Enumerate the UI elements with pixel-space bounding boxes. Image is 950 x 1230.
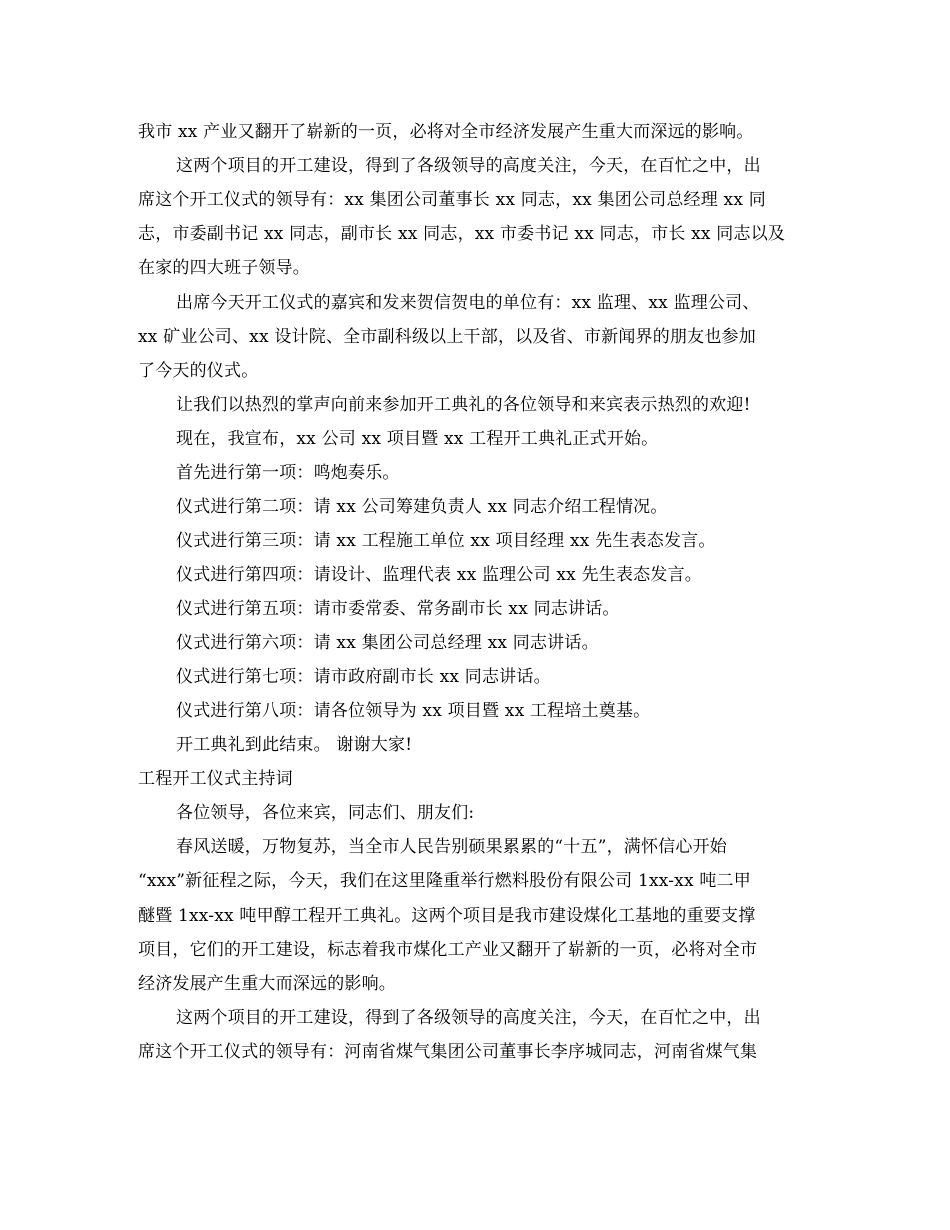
paragraph-line: 仪式进行第二项：请 xx 公司筹建负责人 xx 同志介绍工程情况。 — [176, 497, 668, 517]
paragraph-line: 让我们以热烈的掌声向前来参加开工典礼的各位领导和来宾表示热烈的欢迎! — [176, 395, 751, 415]
section-heading: 工程开工仪式主持词 — [138, 769, 293, 789]
paragraph-line: 首先进行第一项：鸣炮奏乐。 — [176, 463, 400, 483]
paragraph-line: 在家的四大班子领导。 — [138, 258, 310, 278]
paragraph-line: 我市 xx 产业又翻开了崭新的一页，必将对全市经济发展产生重大而深远的影响。 — [138, 122, 754, 142]
paragraph-line: 现在，我宣布，xx 公司 xx 项目暨 xx 工程开工典礼正式开始。 — [176, 429, 659, 449]
paragraph-line: 这两个项目的开工建设，得到了各级领导的高度关注，今天，在百忙之中，出 — [176, 156, 761, 176]
paragraph-line: 志，市委副书记 xx 同志，副市长 xx 同志，xx 市委书记 xx 同志，市长 xx 同志以及 — [138, 224, 786, 244]
paragraph-line: 春风送暖，万物复苏，当全市人民告别硕果累累的“十五”，满怀信心开始 — [176, 837, 727, 857]
paragraph-line: 席这个开工仪式的领导有：xx 集团公司董事长 xx 同志，xx 集团公司总经理 xx 同 — [138, 190, 766, 210]
paragraph-line: 这两个项目的开工建设，得到了各级领导的高度关注，今天，在百忙之中，出 — [176, 1008, 761, 1028]
paragraph-line: “xxx”新征程之际，今天，我们在这里隆重举行燃料股份有限公司 1xx-xx 吨二甲 — [138, 871, 751, 891]
paragraph-line: 仪式进行第三项：请 xx 工程施工单位 xx 项目经理 xx 先生表态发言。 — [176, 531, 716, 551]
paragraph-line: 醚暨 1xx-xx 吨甲醇工程开工典礼。这两个项目是我市建设煤化工基地的重要支撑 — [138, 906, 756, 926]
paragraph-line: 出席今天开工仪式的嘉宾和发来贺信贺电的单位有：xx 监理、xx 监理公司、 — [176, 293, 760, 313]
paragraph-line: 了今天的仪式。 — [138, 361, 259, 381]
paragraph-line: 开工典礼到此结束。 谢谢大家! — [176, 735, 413, 755]
paragraph-line: xx 矿业公司、xx 设计院、全市副科级以上干部，以及省、市新闻界的朋友也参加 — [138, 327, 756, 347]
paragraph-line: 经济发展产生重大而深远的影响。 — [138, 974, 396, 994]
paragraph-line: 仪式进行第四项：请设计、监理代表 xx 监理公司 xx 先生表态发言。 — [176, 565, 702, 585]
paragraph-line: 仪式进行第五项：请市委常委、常务副市长 xx 同志讲话。 — [176, 599, 620, 619]
paragraph-line: 仪式进行第七项：请市政府副市长 xx 同志讲话。 — [176, 667, 551, 687]
paragraph-line: 各位领导，各位来宾，同志们、朋友们: — [176, 803, 475, 823]
paragraph-line: 仪式进行第八项：请各位领导为 xx 项目暨 xx 工程培土奠基。 — [176, 701, 651, 721]
paragraph-line: 仪式进行第六项：请 xx 集团公司总经理 xx 同志讲话。 — [176, 633, 599, 653]
paragraph-line: 席这个开工仪式的领导有：河南省煤气集团公司董事长李序城同志，河南省煤气集 — [138, 1042, 758, 1062]
paragraph-line: 项目，它们的开工建设，标志着我市煤化工产业又翻开了崭新的一页，必将对全市 — [138, 940, 758, 960]
